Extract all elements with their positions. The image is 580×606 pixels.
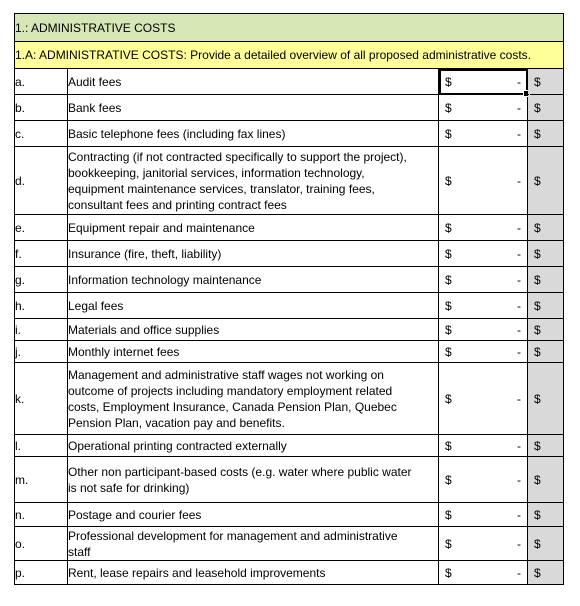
- total-cell[interactable]: [528, 241, 564, 267]
- item-letter-cell[interactable]: [15, 215, 68, 241]
- currency-symbol: $: [445, 565, 452, 580]
- amount-cell[interactable]: [439, 457, 528, 503]
- amount-value: -: [517, 100, 521, 115]
- item-description-cell[interactable]: [68, 503, 439, 527]
- currency-symbol: $: [534, 322, 541, 337]
- item-letter-cell[interactable]: [15, 147, 68, 215]
- currency-symbol: $: [534, 438, 541, 453]
- total-cell[interactable]: [528, 561, 564, 585]
- item-description: Contracting (if not contracted specifically to support the project), bookkeeping, janitorial services, information technology, equipment maintenance services, translator, training fees, consultant fees and printing contract fees: [68, 149, 407, 212]
- item-description-cell[interactable]: [68, 215, 439, 241]
- amount-cell[interactable]: [439, 215, 528, 241]
- table-row: [15, 435, 564, 457]
- item-description-cell[interactable]: [68, 267, 439, 293]
- amount-value: -: [517, 173, 521, 188]
- item-description: Insurance (fire, theft, liability): [68, 246, 222, 261]
- section-title-cell[interactable]: [15, 14, 564, 42]
- table-row: [15, 121, 564, 147]
- currency-symbol: $: [534, 100, 541, 115]
- item-letter-cell[interactable]: [15, 319, 68, 341]
- amount-value: -: [517, 565, 521, 580]
- table-row: [15, 267, 564, 293]
- item-description: Bank fees: [68, 100, 122, 115]
- currency-symbol: $: [534, 74, 541, 89]
- table-row: [15, 293, 564, 319]
- item-description-cell[interactable]: [68, 293, 439, 319]
- currency-symbol: $: [445, 173, 452, 188]
- amount-cell[interactable]: [439, 561, 528, 585]
- currency-symbol: $: [445, 100, 452, 115]
- currency-symbol: $: [445, 272, 452, 287]
- section-subtitle: 1.A: ADMINISTRATIVE COSTS: Provide a detailed overview of all proposed administrative costs.: [15, 48, 531, 62]
- currency-symbol: $: [534, 472, 541, 487]
- amount-value: -: [517, 220, 521, 235]
- total-cell[interactable]: [528, 215, 564, 241]
- currency-symbol: $: [534, 272, 541, 287]
- currency-symbol: $: [445, 344, 452, 359]
- item-description-cell[interactable]: [68, 435, 439, 457]
- total-cell[interactable]: [528, 267, 564, 293]
- item-letter: i.: [15, 322, 21, 337]
- item-description-cell[interactable]: [68, 95, 439, 121]
- section-subtitle-cell[interactable]: [15, 42, 564, 69]
- item-letter-cell[interactable]: [15, 503, 68, 527]
- item-letter: k.: [15, 391, 25, 406]
- total-cell[interactable]: [528, 503, 564, 527]
- currency-symbol: $: [534, 246, 541, 261]
- item-description: Audit fees: [68, 74, 122, 89]
- amount-cell[interactable]: [439, 95, 528, 121]
- currency-symbol: $: [445, 74, 452, 89]
- item-description-cell[interactable]: [68, 341, 439, 363]
- currency-symbol: $: [445, 472, 452, 487]
- total-cell[interactable]: [528, 293, 564, 319]
- currency-symbol: $: [534, 507, 541, 522]
- amount-cell[interactable]: [439, 503, 528, 527]
- item-letter-cell[interactable]: [15, 527, 68, 561]
- item-description: Materials and office supplies: [68, 322, 220, 337]
- table-row: [15, 527, 564, 561]
- amount-value: -: [517, 246, 521, 261]
- item-description: Equipment repair and maintenance: [68, 220, 255, 235]
- amount-cell[interactable]: [439, 527, 528, 561]
- item-letter-cell[interactable]: [15, 457, 68, 503]
- currency-symbol: $: [534, 298, 541, 313]
- item-description: Operational printing contracted externally: [68, 438, 287, 453]
- total-cell[interactable]: [528, 435, 564, 457]
- total-cell[interactable]: [528, 147, 564, 215]
- item-description-cell[interactable]: [68, 69, 439, 95]
- currency-symbol: $: [445, 507, 452, 522]
- item-description: Management and administrative staff wages not working on outcome of projects including mandatory employment related costs, Employment Insurance, Canada Pension Plan, Quebec Pension Plan, vacation pay and benefits.: [68, 367, 397, 430]
- item-description: Other non participant-based costs (e.g. water where public water is not safe for drinking): [68, 464, 412, 495]
- item-description: Monthly internet fees: [68, 344, 180, 359]
- currency-symbol: $: [534, 391, 541, 406]
- total-cell[interactable]: [528, 121, 564, 147]
- item-letter: g.: [15, 272, 26, 287]
- item-letter: a.: [15, 74, 26, 89]
- currency-symbol: $: [534, 126, 541, 141]
- item-description: Basic telephone fees (including fax lines): [68, 126, 286, 141]
- item-letter: p.: [15, 565, 26, 580]
- currency-symbol: $: [534, 536, 541, 551]
- item-description-cell[interactable]: [68, 527, 439, 561]
- amount-value: -: [517, 298, 521, 313]
- table-row: [15, 147, 564, 215]
- total-cell[interactable]: [528, 527, 564, 561]
- item-letter: m.: [15, 472, 29, 487]
- item-letter: n.: [15, 507, 26, 522]
- total-cell[interactable]: [528, 319, 564, 341]
- currency-symbol: $: [445, 536, 452, 551]
- item-letter: b.: [15, 100, 26, 115]
- currency-symbol: $: [445, 220, 452, 235]
- item-letter: o.: [15, 536, 26, 551]
- amount-cell[interactable]: [439, 341, 528, 363]
- amount-value: -: [517, 472, 521, 487]
- item-letter: e.: [15, 220, 26, 235]
- currency-symbol: $: [445, 298, 452, 313]
- item-letter-cell[interactable]: [15, 435, 68, 457]
- table-row: [15, 215, 564, 241]
- item-letter-cell[interactable]: [15, 241, 68, 267]
- item-description-cell[interactable]: [68, 457, 439, 503]
- amount-value: -: [517, 74, 521, 89]
- item-letter: l.: [15, 438, 21, 453]
- table-row: [15, 95, 564, 121]
- item-description-cell[interactable]: [68, 561, 439, 585]
- item-letter-cell[interactable]: [15, 267, 68, 293]
- table-row: [15, 69, 564, 95]
- item-letter: f.: [15, 246, 22, 261]
- item-description: Professional development for management and administrative staff: [68, 528, 398, 559]
- amount-cell[interactable]: [439, 435, 528, 457]
- amount-value: -: [517, 272, 521, 287]
- item-letter: j.: [15, 344, 21, 359]
- table-row: [15, 241, 564, 267]
- amount-value: -: [517, 438, 521, 453]
- item-description: Legal fees: [68, 298, 124, 313]
- currency-symbol: $: [534, 173, 541, 188]
- item-letter-cell[interactable]: [15, 561, 68, 585]
- currency-symbol: $: [534, 344, 541, 359]
- item-description-cell[interactable]: [68, 363, 439, 435]
- total-cell[interactable]: [528, 457, 564, 503]
- amount-cell[interactable]: [439, 69, 528, 95]
- amount-value: -: [517, 322, 521, 337]
- amount-value: -: [517, 391, 521, 406]
- amount-cell[interactable]: [439, 293, 528, 319]
- table-row: [15, 341, 564, 363]
- table-row: [15, 319, 564, 341]
- currency-symbol: $: [445, 322, 452, 337]
- currency-symbol: $: [534, 220, 541, 235]
- item-description-cell[interactable]: [68, 241, 439, 267]
- currency-symbol: $: [445, 391, 452, 406]
- item-letter-cell[interactable]: [15, 121, 68, 147]
- item-description-cell[interactable]: [68, 121, 439, 147]
- currency-symbol: $: [445, 438, 452, 453]
- amount-cell[interactable]: [439, 121, 528, 147]
- table-row: [15, 503, 564, 527]
- item-letter-cell[interactable]: [15, 341, 68, 363]
- item-description: Information technology maintenance: [68, 272, 262, 287]
- amount-value: -: [517, 344, 521, 359]
- item-letter: d.: [15, 173, 26, 188]
- amount-cell[interactable]: [439, 241, 528, 267]
- currency-symbol: $: [445, 246, 452, 261]
- currency-symbol: $: [534, 565, 541, 580]
- item-letter: c.: [15, 126, 25, 141]
- currency-symbol: $: [445, 126, 452, 141]
- total-cell[interactable]: [528, 69, 564, 95]
- amount-cell[interactable]: [439, 147, 528, 215]
- administrative-costs-table: [14, 13, 564, 585]
- item-letter-cell[interactable]: [15, 363, 68, 435]
- item-letter: h.: [15, 298, 26, 313]
- table-row: [15, 561, 564, 585]
- item-description-cell[interactable]: [68, 319, 439, 341]
- item-description-cell[interactable]: [68, 147, 439, 215]
- total-cell[interactable]: [528, 363, 564, 435]
- amount-cell[interactable]: [439, 319, 528, 341]
- total-cell[interactable]: [528, 341, 564, 363]
- item-letter-cell[interactable]: [15, 69, 68, 95]
- item-description: Postage and courier fees: [68, 507, 202, 522]
- amount-cell[interactable]: [439, 363, 528, 435]
- total-cell[interactable]: [528, 95, 564, 121]
- amount-value: -: [517, 536, 521, 551]
- table-row: [15, 457, 564, 503]
- item-description: Rent, lease repairs and leasehold improvements: [68, 565, 326, 580]
- section-title: 1.: ADMINISTRATIVE COSTS: [15, 20, 176, 35]
- item-letter-cell[interactable]: [15, 293, 68, 319]
- table-row: [15, 363, 564, 435]
- amount-value: -: [517, 507, 521, 522]
- amount-value: -: [517, 126, 521, 141]
- item-letter-cell[interactable]: [15, 95, 68, 121]
- amount-cell[interactable]: [439, 267, 528, 293]
